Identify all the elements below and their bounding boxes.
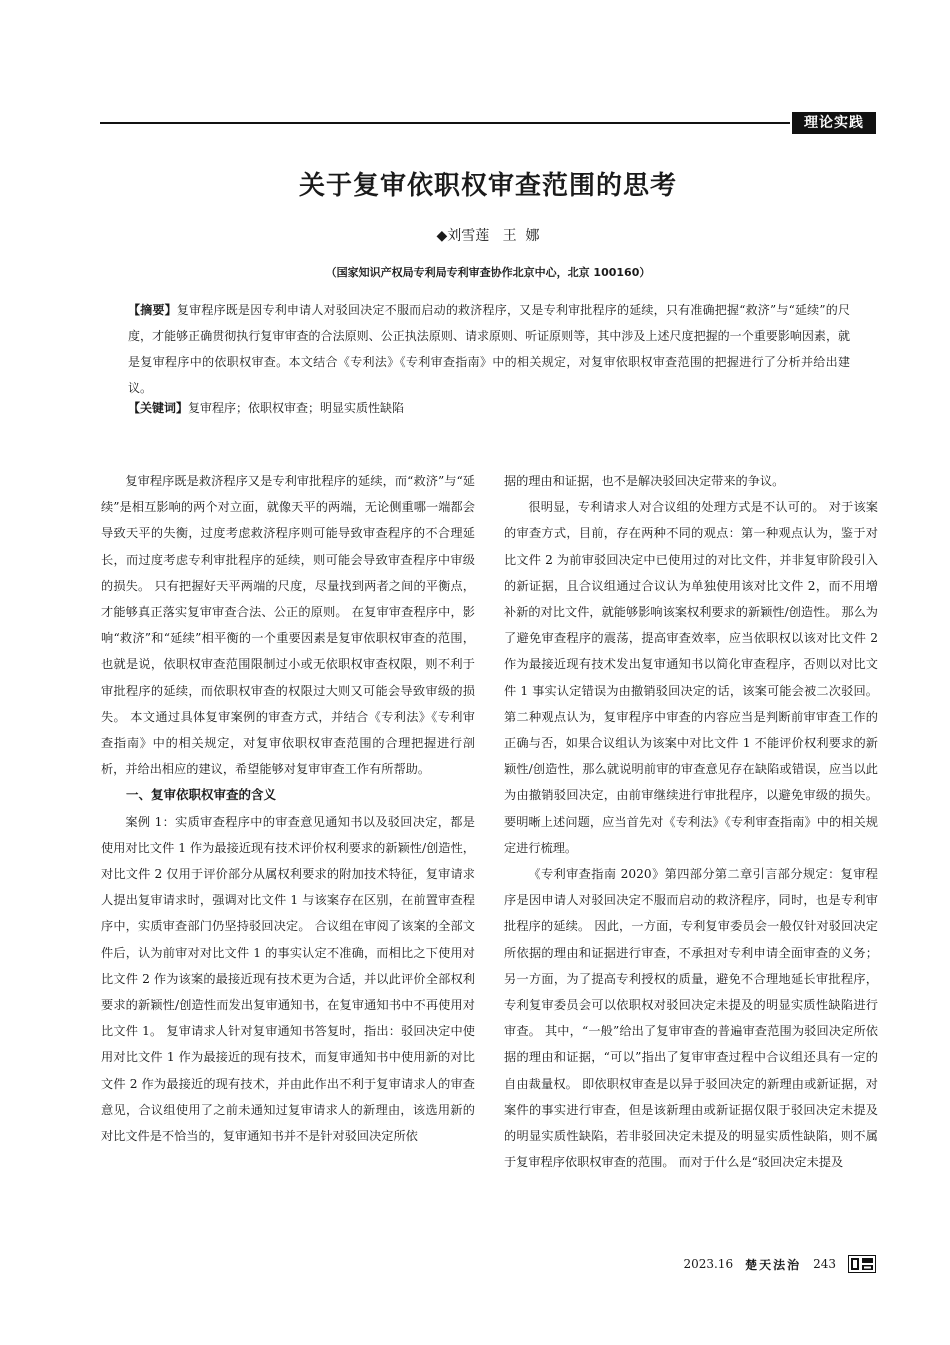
abstract-text: 复审程序既是因专利申请人对驳回决定不服而启动的救济程序，又是专利审批程序的延续，只有准确把握“救济”与“延续”的尺度，才能够正确贯彻执行复审审查的合法原则、公正执法原则、请求原则、听证原则等，其中涉及上述尺度把握的一个重要影响因素，就是复审程序中的依职权审查。本文结合《专利法》《专利审查指南》中的相关规定，对复审依职权审查范围的把握进行了分析并给出建议。: [128, 303, 850, 395]
footer-journal: 楚天法治: [745, 1257, 802, 1272]
body-column-right: [504, 468, 878, 1175]
keywords-label: 【关键词】: [128, 401, 189, 415]
abstract-label: 【摘要】: [128, 303, 177, 317]
body-paragraph-continued: 据的理由和证据，也不是解决驳回决定带来的争议。: [504, 474, 785, 488]
body-paragraph: 《专利审查指南 2020》第四部分第二章引言部分规定：复审程序是因申请人对驳回决定不服而启动的救济程序，同时，也是专利审批程序的延续。 因此，一方面，专利复审委员会一般仅针对驳回决定所依据的理由和证据进行审查，不承担对专利申请全面审查的义务；另一方面，为了提高专利授权的质量，避免不合理地延长审批程序，专利复审委员会可以依职权对驳回决定未提及的明显实质性缺陷进行审查。 其中，“一般”给出了复审审查的普遍审查范围为驳回决定所依据的理由和证据，“可以”指出了复审审查过程中合议组还具有一定的自由裁量权。 即依职权审查是以异于驳回决定的新理由或新证据，对案件的事实进行审查，但是该新理由或新证据仅限于驳回决定未提及的明显实质性缺陷，若非驳回决定未提及的明显实质性缺陷，则不属于复审程序依职权审查的范围。 而对于什么是“驳回决定未提及: [504, 867, 878, 1170]
page-number: 243: [813, 1257, 836, 1271]
page-footer: [620, 1252, 876, 1276]
abstract: [128, 297, 850, 401]
body-paragraph: 案例 1：实质审查程序中的审查意见通知书以及驳回决定，都是使用对比文件 1 作为最接近现有技术评价权利要求的新颖性/创造性，对比文件 2 仅用于评价部分从属权利要求的附加技术特征，复审请求人提出复审请求时，强调对比文件 1 与该案存在区别，在前置审查程序中，实质审查部门仍坚持驳回决定。 合议组在审阅了该案的全部文件后，认为前审对对比文件 1 的事实认定不准确，而相比之下使用对比文件 2 作为该案的最接近现有技术更为合适，并以此评价全部权利要求的新颖性/创造性而发出复审通知书，在复审通知书中不再使用对比文件 1。 复审请求人针对复审通知书答复时，指出：驳回决定中使用对比文件 1 作为最接近的现有技术，而复审通知书中使用新的对比文件 2 作为最接近的现有技术，并由此作出不利于复审请求人的审查意见，合议组使用了之前未通知过复审请求人的新理由，该选用新的对比文件是不恰当的，复审通知书并不是针对驳回决定所依: [101, 814, 475, 1144]
keywords-text: 复审程序；依职权审查；明显实质性缺陷: [188, 401, 405, 415]
article-title: 关于复审依职权审查范围的思考: [298, 171, 677, 201]
article-authors: ◆刘雪莲 王 娜: [436, 228, 540, 244]
header-rule: [100, 122, 790, 124]
journal-logo-icon: [848, 1255, 876, 1273]
body-paragraph: 复审程序既是救济程序又是专利审批程序的延续，而“救济”与“延续”是相互影响的两个对立面，就像天平的两端，无论侧重哪一端都会导致天平的失衡，过度考虑救济程序则可能导致审查程序的不合理延长，而过度考虑专利审批程序的延续，则可能会导致审查程序中审级的损失。 只有把握好天平两端的尺度，尽量找到两者之间的平衡点，才能够真正落实复审审查合法、公正的原则。 在复审审查程序中，影响“救济”和“延续”相平衡的一个重要因素是复审依职权审查的范围，也就是说，依职权审查范围限制过小或无依职权审查权限，则不利于审批程序的延续，而依职权审查的权限过大则又可能会导致审级的损失。 本文通过具体复审案例的审查方式，并结合《专利法》《专利审查指南》中的相关规定，对复审依职权审查范围的合理把握进行剖析，并给出相应的建议，希望能够对复审审查工作有所帮助。: [101, 474, 475, 777]
footer-issue: 2023.16: [683, 1257, 734, 1271]
body-column-left: [101, 468, 475, 1149]
keywords: [128, 397, 850, 419]
section-heading: 一、复审依职权审查的含义: [126, 787, 277, 803]
body-paragraph: 很明显，专利请求人对合议组的处理方式是不认可的。 对于该案的审查方式，目前，存在两种不同的观点：第一种观点认为，鉴于对比文件 2 为前审驳回决定中已使用过的对比文件，并非复审阶段引入的新证据，且合议组通过合议认为单独使用该对比文件 2，而不用增补新的对比文件，就能够影响该案权利要求的新颖性/创造性。 那么为了避免审查程序的震荡，提高审查效率，应当依职权以该对比文件 2 作为最接近现有技术发出复审通知书以简化审查程序，否则以对比文件 1 事实认定错误为由撤销驳回决定的话，该案可能会被二次驳回。 第二种观点认为，复审程序中审查的内容应当是判断前审审查工作的正确与否，如果合议组认为该案中对比文件 1 不能评价权利要求的新颖性/创造性，那么就说明前审的审查意见存在缺陷或错误，应当以此为由撤销驳回决定，由前审继续进行审批程序，以避免审级的损失。 要明晰上述问题，应当首先对《专利法》《专利审查指南》中的相关规定进行梳理。: [504, 500, 878, 855]
section-tag: 理论实践: [792, 112, 876, 134]
author-affiliation: （国家知识产权局专利局专利审查协作北京中心，北京 100160）: [325, 266, 651, 279]
